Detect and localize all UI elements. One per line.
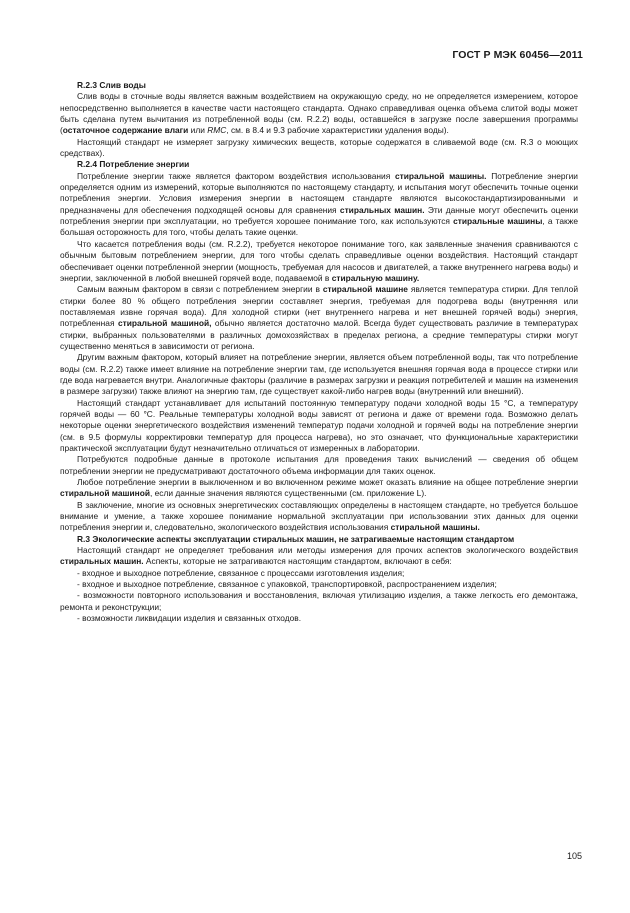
bold-term: стиральных машин. bbox=[339, 204, 425, 215]
list-item: - входное и выходное потребление, связанное с упаковкой, транспортировкой, распространением изделия; bbox=[77, 579, 497, 590]
list-item: - возможности ликвидации изделия и связанных отходов. bbox=[77, 613, 302, 624]
bold-term: стиральной машине bbox=[322, 284, 408, 295]
list-item: - возможности повторного использования и восстановления, включая утилизацию изделия, а также легкость его демонтажа, ремонта и реконструкции; bbox=[60, 590, 578, 612]
bold-term: стиральной машиной bbox=[60, 488, 150, 499]
paragraph: Самым важным фактором в связи с потреблением энергии в стиральной машине является температура стирки. Для теплой стирки более 80 % общего потребления энергии составляет энергия, требуемая для подогрева воды (внутренняя или поставляемая извне горячая вода). Для холодной стирки (нет внутреннего нагрева и нет внешней горячей воды) энергия, потребленная стиральной машиной, обычно является достаточно малой. Всегда будет существовать различие в температурах стирки, выбранных пользователями в различных домохозяйствах в пределах региона, а средние температуры стирки могут существенно меняться в зависимости от региона. bbox=[60, 284, 578, 351]
page-number: 105 bbox=[566, 851, 582, 861]
bold-term: стиральной машины. bbox=[390, 522, 480, 533]
bold-term: остаточное содержание влаги bbox=[62, 125, 189, 136]
bold-term: стиральной машиной, bbox=[117, 318, 212, 329]
list-item: - входное и выходное потребление, связанное с процессами изготовления изделия; bbox=[77, 567, 405, 578]
document-body bbox=[60, 80, 578, 625]
paragraph: Любое потребление энергии в выключенном и во включенном режиме может оказать влияние на общее потребление энергии стиральной машиной, если данные значения являются существенными (см. приложение L). bbox=[60, 477, 578, 499]
standard-header: ГОСТ Р МЭК 60456—2011 bbox=[452, 49, 583, 61]
paragraph: Настоящий стандарт устанавливает для испытаний постоянную температуру подачи холодной воды 15 °С, а температуру горячей воды — 60 °С. Реальные температуры холодной воды зависят от региона и даже от времени года. Возможно делать некоторые оценки энергетического воздействия изменений температур подачи холодной и горячей воды на потребление энергии (см. в 9.5 формулы корректировки температур для процесса нагрева), но это означает, что функциональные характеристики практической эксплуатации будут незначительно отличаться от измеренных в лаборатории. bbox=[60, 397, 578, 453]
paragraph: Настоящий стандарт не измеряет загрузку химических веществ, которые содержатся в сливаемой воде (см. R.3 о моющих средствах). bbox=[60, 136, 578, 159]
bold-term: стиральную машину. bbox=[331, 272, 420, 283]
paragraph: Потребуются подробные данные в протоколе испытания для проведения таких вычислений — сведения об общем потреблении энергии не предусматривают достаточного объема информации для таких оценок. bbox=[60, 454, 578, 476]
paragraph: Слив воды в сточные воды является важным воздействием на окружающую среду, но не определяется измерением, которое непосредственно выполняется в качестве части настоящего стандарта. Однако справедливая оценка объема слитой воды может быть сделана путем вычитания из потребленной воды (см. R.2.2) воды, оставшейся в загрузке после завершения программы (остаточное содержание влаги или RMC, см. в 8.4 и 9.3 рабочие характеристики удаления воды). bbox=[60, 91, 578, 136]
paragraph: Что касается потребления воды (см. R.2.2), требуется некоторое понимание того, как заявленные значения сравниваются с обычным бытовым потреблением энергии, для того чтобы сделать справедливые оценки воздействия. Настоящий стандарт обеспечивает оценки потребленной энергии (мощность, требуемая для насосов и двигателей, а также внутреннего нагрева воды) и энергии, заключенной в любой внешней горячей воде, подаваемой в стиральную машину. bbox=[60, 238, 578, 283]
paragraph: Потребление энергии также является фактором воздействия использования стиральной машины. Потребление энергии определяется одним из измерений, которые выполняются по настоящему стандарту, и испытания могут обеспечить точные оценки потребления энергии. Условия измерения энергии в настоящем стандарте являются высокостандартизированными и предназначены для обеспечения подходящей основы для сравнения стиральных машин. Эти данные могут обеспечить оценки потребления энергии при эксплуатации, но требуется хорошее понимание того, как используются стиральные машины, а также большая осторожность для того, чтобы делать такие оценки. bbox=[60, 170, 579, 238]
bold-term: стиральных машин. bbox=[60, 556, 144, 567]
paragraph: В заключение, многие из основных энергетических составляющих определены в настоящем стандарте, но требуется большое внимание и умение, а также хорошее понимание нормальной эксплуатации при использовании этих данных для оценки потребления энергии и, следовательно, экологического воздействия использования стиральной машины. bbox=[60, 499, 578, 533]
bold-term: стиральные машины bbox=[453, 216, 543, 227]
section-title-r24: R.2.4 Потребление энергии bbox=[77, 159, 190, 170]
bold-term: стиральной машины. bbox=[394, 170, 487, 181]
section-title-r23: R.2.3 Слив воды bbox=[77, 80, 146, 90]
italic-term: RMC bbox=[207, 125, 227, 136]
aspects-list bbox=[60, 568, 578, 625]
paragraph: Настоящий стандарт не определяет требования или методы измерения для прочих аспектов экологического воздействия стиральных машин. Аспекты, которые не затрагиваются настоящим стандартом, включают в себя: bbox=[60, 545, 578, 567]
section-title-r3: R.3 Экологические аспекты эксплуатации стиральных машин, не затрагиваемые настоящим стандартом bbox=[77, 533, 515, 544]
paragraph: Другим важным фактором, который влияет на потребление энергии, является объем потребленной воды, так что потребление воды (см. R.2.2) также имеет влияние на потребление энергии там, где используется внешняя горячая вода в процессе стирки или где вода нагревается внутри. Аналогичные факторы (различие в размерах загрузки и реакция потребителей и машин на изменения в размере загрузки) также влияют на энергию там, где существует какой-либо нагрев воды (внутренний или внешний). bbox=[60, 352, 578, 397]
